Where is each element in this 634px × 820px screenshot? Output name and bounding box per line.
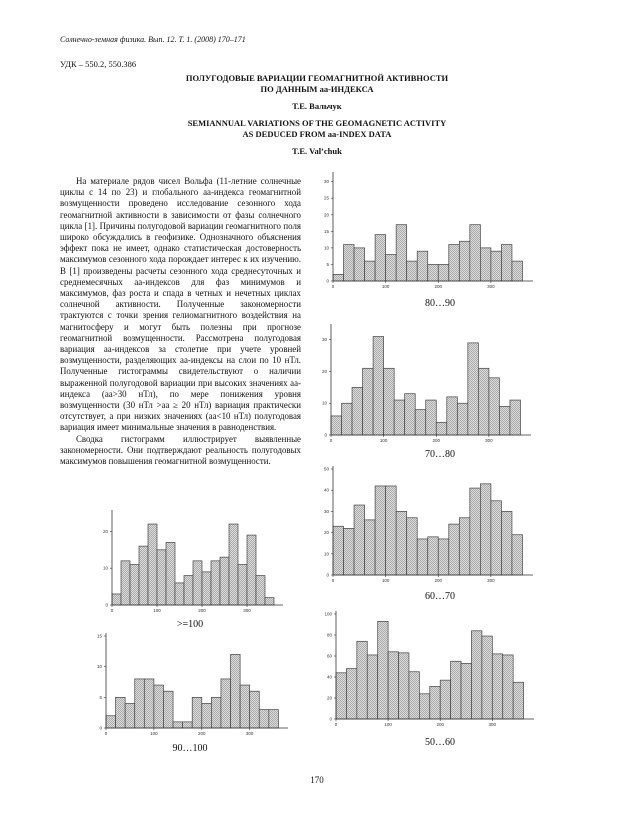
histogram-bar — [461, 663, 471, 719]
histogram-bar — [344, 245, 355, 281]
histogram-bar — [130, 565, 139, 605]
caption-60-70: 60…70 — [425, 591, 455, 602]
histogram-50-60 — [314, 609, 542, 730]
paragraph: Сводка гистограмм иллюстрирует выявленные закономерности. Они подтверждают реальность полугодовых максимумов повышения геомагнитной возмущенности. — [60, 433, 301, 467]
histogram-bar — [396, 225, 407, 281]
histogram-bar — [240, 685, 250, 728]
histogram-bar — [489, 378, 500, 435]
histogram-bar — [256, 576, 265, 605]
histogram-bar — [386, 255, 397, 282]
caption-80-90: 80…90 — [425, 298, 455, 309]
histogram-bar — [184, 576, 193, 605]
histogram-bar — [157, 550, 166, 605]
author-ru: Т.Е. Вальчук — [292, 101, 342, 111]
histogram-bar — [373, 337, 384, 435]
histogram-bar — [482, 636, 492, 719]
y-tick-label: 20 — [326, 695, 332, 701]
histogram-bar — [480, 484, 491, 575]
histogram-gte-100 — [90, 508, 291, 616]
histogram-bar — [125, 703, 135, 728]
y-tick-label: 15 — [323, 228, 329, 234]
histogram-bar — [438, 264, 449, 281]
y-tick-label: 0 — [324, 432, 327, 438]
histogram-bar — [173, 722, 183, 728]
histogram-bar — [449, 245, 460, 281]
y-tick-label: 10 — [321, 400, 327, 406]
y-tick-label: 20 — [321, 368, 327, 374]
histogram-bar — [386, 486, 397, 575]
histogram-bar — [352, 387, 363, 435]
histogram-bar — [238, 565, 247, 605]
histogram-bar — [259, 710, 269, 728]
author-en: T.E. Val’chuk — [292, 146, 342, 156]
histogram-bar — [426, 400, 437, 435]
histogram-bar — [384, 368, 395, 435]
histogram-bar — [501, 245, 512, 281]
page-number: 170 — [310, 775, 324, 785]
x-tick-label: 0 — [331, 578, 335, 583]
histogram-bar — [357, 641, 367, 719]
histogram-70-80 — [309, 322, 539, 446]
histogram-bar — [510, 400, 521, 435]
x-tick-label: 200 — [198, 608, 206, 613]
y-tick-label: 5 — [99, 694, 102, 700]
histogram-bar — [220, 557, 229, 605]
histogram-bar — [354, 505, 365, 575]
histogram-bar — [265, 598, 274, 605]
histogram-bar — [388, 652, 398, 719]
histogram-bar — [428, 264, 439, 281]
histogram-bar — [183, 722, 193, 728]
histogram-bar — [211, 697, 221, 728]
y-tick-label: 40 — [323, 487, 329, 493]
y-tick-label: 20 — [323, 530, 329, 536]
histogram-bar — [417, 539, 428, 575]
udk-code: УДК – 550.2, 550.386 — [60, 59, 137, 69]
x-tick-label: 0 — [110, 608, 114, 613]
histogram-bar — [459, 518, 470, 575]
caption-70-80: 70…80 — [425, 449, 455, 460]
x-tick-label: 200 — [434, 578, 443, 583]
histogram-bar — [346, 669, 356, 719]
histogram-bar — [459, 241, 470, 281]
y-tick-label: 25 — [323, 195, 329, 201]
y-tick-label: 30 — [321, 337, 327, 343]
paragraph: На материале рядов чисел Вольфа (11-летние солнечные циклы с 14 по 23) и глобального аа-индекса геомагнитной возмущенности проведено исследование сезонного хода геомагнитной активности в зависимости от фазы солнечного цикла [1]. Причины полугодовой вариации геомагнитного поля широко обсуждались в геофизике. Однозначного объяснения эффект пока не имеет, однако статистическая достоверность максимумов сезонного хода порождает интерес к их изучению. В [1] произведены расчеты сезонного хода среднесуточных и среднемесячных аа-индексов для фаз минимумов и максимумов, фаз роста и спада в четных и нечетных циклах солнечной активности. Полученные закономерности трактуются с точки зрения гелиомагнитного воздействия на магнитосферу и могут быть полезны при прогнозе геомагнитной возмущенности. Рассмотрена полугодовая вариация аа-индексов за столетие при учете уровней возмущенности, разделяющих аа-индексы на слои по 10 нТл. Полученные гистограммы свидетельствуют о наличии выраженной полугодовой вариации при высоких значениях аа-индекса (аа>30 нТл), по мере понижения уровня возмущенности (30 нТл >аа ≥ 20 нТл) вариация практически отсутствует, а при низких значениях (аа<10 нТл) полугодовая вариация имеет минимальные значения в равноденствия. — [60, 176, 301, 433]
y-tick-label: 80 — [326, 632, 332, 638]
x-tick-label: 300 — [487, 578, 495, 583]
x-tick-label: 300 — [245, 731, 254, 736]
histogram-bar — [193, 561, 202, 605]
histogram-bar — [415, 410, 426, 435]
x-tick-label: 300 — [485, 438, 493, 443]
histogram-bar — [354, 248, 365, 281]
x-tick-label: 200 — [432, 438, 441, 443]
y-tick-label: 15 — [96, 633, 102, 639]
x-tick-label: 0 — [329, 438, 333, 443]
histogram-bar — [513, 682, 523, 719]
histogram-bar — [405, 394, 416, 435]
histogram-bar — [363, 368, 374, 435]
histogram-bar — [417, 251, 428, 281]
histogram-bar — [144, 679, 154, 728]
histogram-bar — [480, 248, 491, 281]
histogram-80-90 — [311, 170, 541, 292]
y-tick-label: 60 — [326, 653, 332, 659]
x-tick-label: 0 — [334, 722, 338, 727]
histogram-bar — [394, 400, 405, 435]
histogram-60-70 — [311, 464, 541, 586]
histogram-bar — [375, 235, 386, 281]
histogram-bar — [470, 225, 481, 281]
x-tick-label: 300 — [243, 608, 251, 613]
y-tick-label: 0 — [329, 716, 332, 722]
x-tick-label: 200 — [198, 731, 206, 736]
x-tick-label: 100 — [153, 608, 161, 613]
histogram-bar — [438, 539, 449, 575]
histogram-bar — [451, 661, 461, 719]
x-tick-label: 100 — [381, 284, 390, 289]
histogram-bar — [440, 680, 450, 719]
histogram-bar — [202, 703, 212, 728]
histogram-bar — [211, 561, 220, 605]
journal-header: Солнечно-земная физика. Вып. 12. Т. 1. (2008) 170–171 — [60, 35, 246, 44]
histogram-bar — [436, 422, 447, 435]
histogram-bar — [499, 406, 510, 435]
histogram-bar — [419, 694, 429, 719]
histogram-bar — [399, 653, 409, 719]
body-text — [60, 176, 301, 467]
x-tick-label: 200 — [434, 284, 443, 289]
histogram-bar — [375, 486, 386, 575]
x-tick-label: 300 — [488, 722, 497, 727]
histogram-bar — [367, 655, 377, 719]
histogram-bar — [333, 526, 344, 575]
x-tick-label: 0 — [331, 284, 335, 289]
y-tick-label: 10 — [323, 245, 329, 251]
histogram-bar — [512, 261, 523, 281]
y-tick-label: 20 — [323, 212, 329, 218]
histogram-bar — [112, 594, 121, 605]
histogram-bar — [250, 691, 260, 728]
histogram-bar — [154, 685, 164, 728]
x-tick-label: 300 — [487, 284, 495, 289]
histogram-bar — [430, 686, 440, 719]
histogram-bar — [148, 524, 157, 605]
y-tick-label: 40 — [326, 674, 332, 680]
histogram-bar — [229, 524, 238, 605]
histogram-bar — [468, 343, 479, 435]
histogram-bar — [491, 251, 502, 281]
histogram-bar — [336, 673, 346, 719]
y-tick-label: 10 — [96, 664, 102, 670]
histogram-bar — [407, 518, 418, 575]
x-tick-label: 0 — [104, 731, 108, 736]
title-en-line2: AS DEDUCED FROM aa-INDEX DATA — [242, 129, 392, 139]
histogram-bar — [344, 528, 355, 575]
histogram-bar — [342, 403, 353, 435]
histogram-bar — [478, 368, 489, 435]
y-tick-label: 0 — [326, 278, 329, 284]
caption-50-60: 50…60 — [425, 737, 455, 748]
y-tick-label: 20 — [102, 528, 108, 534]
histogram-bar — [221, 679, 231, 728]
histogram-bar — [166, 542, 175, 605]
histogram-bar — [333, 274, 344, 281]
y-tick-label: 0 — [326, 572, 329, 578]
histogram-bar — [471, 631, 481, 719]
histogram-bar — [139, 546, 148, 605]
histogram-bar — [365, 261, 376, 281]
histogram-bar — [331, 416, 342, 435]
histogram-bar — [365, 520, 376, 575]
histogram-bar — [449, 524, 460, 575]
histogram-bar — [163, 691, 173, 728]
histogram-bar — [231, 654, 241, 728]
caption-gte-100: >=100 — [176, 619, 204, 630]
histogram-bar — [175, 583, 184, 605]
histogram-bar — [116, 697, 126, 728]
y-tick-label: 30 — [323, 179, 329, 185]
histogram-bar — [135, 679, 145, 728]
y-tick-label: 10 — [102, 565, 108, 571]
histogram-bar — [501, 511, 512, 575]
histogram-bar — [447, 397, 458, 435]
title-ru-line1: ПОЛУГОДОВЫЕ ВАРИАЦИИ ГЕОМАГНИТНОЙ АКТИВНОСТИ — [185, 73, 449, 83]
title-en-line1: SEMIANNUAL VARIATIONS OF THE GEOMAGNETIC ACTIVITY — [187, 118, 447, 128]
x-tick-label: 100 — [150, 731, 158, 736]
histogram-90-100 — [84, 631, 296, 739]
histogram-bar — [396, 511, 407, 575]
histogram-bar — [409, 672, 419, 719]
histogram-bar — [428, 537, 439, 575]
x-tick-label: 100 — [381, 578, 390, 583]
y-tick-label: 0 — [105, 602, 108, 608]
y-tick-label: 10 — [323, 551, 329, 557]
histogram-bar — [407, 261, 418, 281]
histogram-bar — [121, 561, 130, 605]
title-ru-line2: ПО ДАННЫМ аа-ИНДЕКСА — [260, 84, 374, 94]
y-tick-label: 50 — [323, 466, 329, 472]
histogram-bar — [378, 621, 388, 719]
x-tick-label: 100 — [379, 438, 388, 443]
y-tick-label: 30 — [323, 508, 329, 514]
histogram-bar — [106, 716, 116, 728]
x-tick-label: 100 — [384, 722, 392, 727]
histogram-bar — [491, 501, 502, 575]
y-tick-label: 5 — [326, 261, 329, 267]
y-tick-label: 0 — [99, 725, 102, 731]
histogram-bar — [269, 710, 279, 728]
caption-90-100: 90…100 — [172, 743, 208, 754]
histogram-bar — [457, 403, 468, 435]
histogram-bar — [512, 535, 523, 575]
x-tick-label: 200 — [436, 722, 444, 727]
histogram-bar — [202, 572, 211, 605]
histogram-bar — [192, 697, 202, 728]
histogram-bar — [470, 488, 481, 575]
y-tick-label: 100 — [324, 611, 332, 617]
histogram-bar — [503, 655, 513, 719]
histogram-bar — [247, 535, 256, 605]
histogram-bar — [492, 654, 502, 719]
